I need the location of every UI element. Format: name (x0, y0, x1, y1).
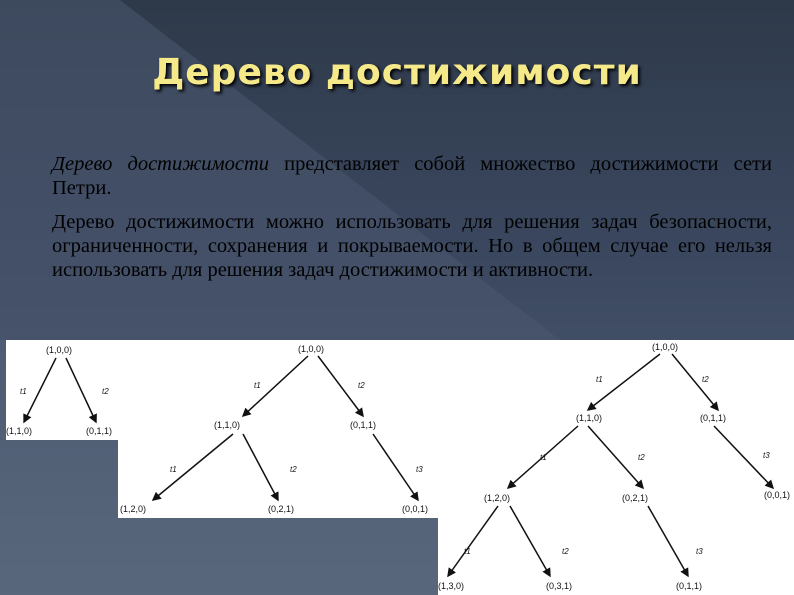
tree3-root: (1,0,0) (652, 342, 679, 352)
tree2-diagram (118, 340, 438, 518)
tree3-edge-4 (588, 426, 643, 488)
tree3-l3-2: (0,3,1) (546, 581, 573, 591)
tree1-edge-1 (24, 358, 56, 422)
tree3-diagram (438, 340, 794, 595)
tree3-label-7: t2 (562, 547, 569, 556)
paragraph-1 (52, 152, 772, 200)
tree2-label-3: t1 (170, 465, 177, 474)
tree3-l1-2: (0,1,1) (700, 413, 727, 423)
tree1-diagram (6, 340, 118, 440)
tree2-label-4: t2 (290, 465, 297, 474)
tree1-leaf-1: (1,1,0) (6, 426, 33, 436)
tree3-l3-3: (0,1,1) (676, 581, 703, 591)
tree1-label-2: t2 (102, 387, 109, 396)
tree3-l2-2: (0,2,1) (622, 493, 649, 503)
tree2-root: (1,0,0) (298, 344, 325, 354)
tree3-label-8: t3 (696, 547, 703, 556)
tree2-edge-1 (243, 356, 308, 416)
tree2-edge-2 (318, 356, 363, 416)
tree3-label-4: t2 (638, 453, 645, 462)
tree3-label-6: t1 (464, 547, 471, 556)
slide-title: Дерево достижимости (152, 52, 642, 93)
tree1-root: (1,0,0) (46, 345, 73, 355)
tree3-edge-2 (672, 354, 718, 410)
tree2-label-5: t3 (416, 465, 423, 474)
tree3-label-2: t2 (702, 375, 709, 384)
tree2-edge-3 (153, 434, 233, 500)
tree2-leaf-2: (0,2,1) (268, 504, 295, 514)
tree2-label-2: t2 (358, 381, 365, 390)
tree3-l2-3: (0,0,1) (764, 490, 791, 500)
tree3-label-1: t1 (596, 375, 603, 384)
tree2-mid-2: (0,1,1) (350, 420, 377, 430)
tree2-leaf-3: (0,0,1) (402, 504, 429, 514)
tree3-edge-6 (448, 506, 498, 576)
paragraph-2: Дерево достижимости можно использовать для решения задач безопасности, ограниченности, сохранения и покрываемости. Но в общем случае его нельзя использовать для решения задач достижимости и активности. (52, 211, 772, 281)
tree1-edge-2 (66, 358, 96, 422)
tree3-edge-8 (648, 506, 688, 576)
tree1-leaf-2: (0,1,1) (86, 426, 113, 436)
paragraph-1-text: представляет собой множество достижимости сети Петри. (52, 153, 772, 199)
tree3-l3-1: (1,3,0) (438, 581, 465, 591)
tree1-label-1: t1 (20, 387, 27, 396)
slide-body (52, 152, 772, 292)
tree3-edge-7 (510, 506, 550, 576)
tree3-label-3: t1 (540, 453, 547, 462)
tree2-leaf-1: (1,2,0) (120, 504, 147, 514)
tree3-l1-1: (1,1,0) (576, 413, 603, 423)
tree2-edge-5 (373, 434, 418, 500)
tree2-edge-4 (243, 434, 278, 500)
tree3-label-5: t3 (763, 451, 770, 460)
tree3-l2-1: (1,2,0) (484, 493, 511, 503)
tree2-label-1: t1 (254, 381, 261, 390)
tree2-mid-1: (1,1,0) (214, 420, 241, 430)
term-emphasis: Дерево достижимости (52, 153, 270, 175)
